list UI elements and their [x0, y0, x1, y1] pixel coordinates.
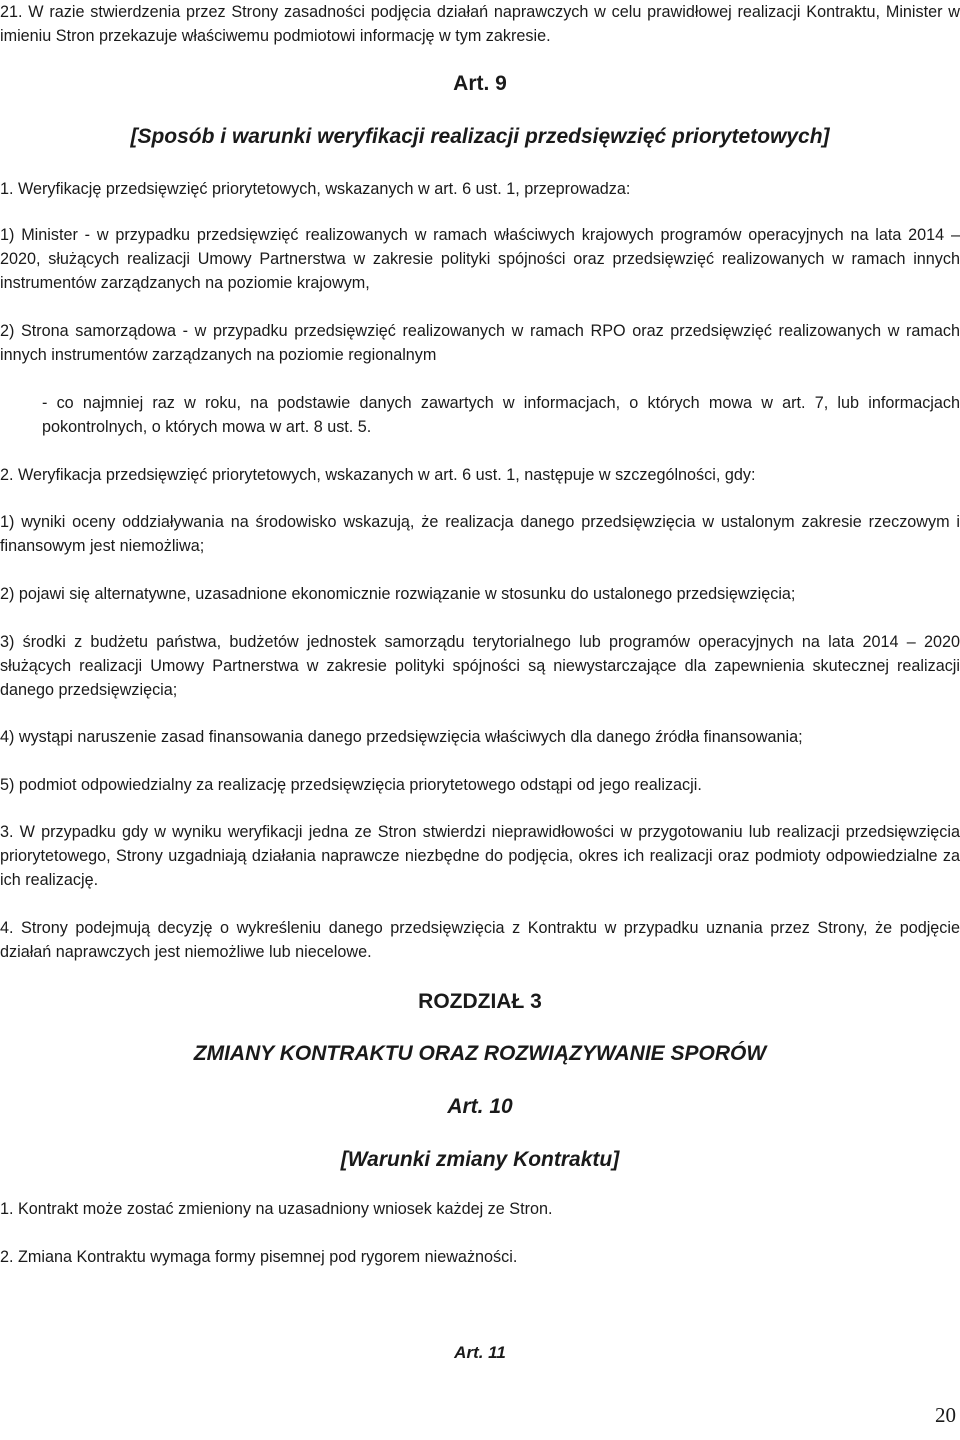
chapter-title: ROZDZIAŁ 3 — [418, 990, 542, 1013]
art10-paragraph-2: 2. Zmiana Kontraktu wymaga formy pisemnej pod rygorem nieważności. — [0, 1248, 518, 1266]
art9-point-2-5: 5) podmiot odpowiedzialny za realizację przedsięwzięcia priorytetowego odstąpi od jego realizacji. — [0, 776, 702, 794]
art9-paragraph-1: 1. Weryfikację przedsięwzięć priorytetowych, wskazanych w art. 6 ust. 1, przeprowadza: — [0, 180, 631, 198]
article-10-heading: [Warunki zmiany Kontraktu] — [340, 1148, 620, 1171]
art9-paragraph-2: 2. Weryfikacja przedsięwzięć priorytetowych, wskazanych w art. 6 ust. 1, następuje w szczególności, gdy: — [0, 466, 756, 484]
art9-point-1-2: 2) Strona samorządowa - w przypadku przedsięwzięć realizowanych w ramach RPO oraz przedsięwzięć realizowanych w ramach innych instrumentów zarządzanych na poziomie regionalnym — [0, 322, 960, 364]
chapter-subtitle: ZMIANY KONTRAKTU ORAZ ROZWIĄZYWANIE SPORÓW — [193, 1042, 767, 1065]
page-number: 20 — [935, 1403, 956, 1427]
art9-dash-clause: - co najmniej raz w roku, na podstawie danych zawartych w informacjach, o których mowa w art. 7, lub informacjach pokontrolnych, o których mowa w art. 8 ust. 5. — [42, 394, 960, 436]
art9-point-2-1: 1) wyniki oceny oddziaływania na środowisko wskazują, że realizacja danego przedsięwzięcia w ustalonym zakresie rzeczowym i finansowym jest niemożliwa; — [0, 513, 960, 555]
art10-paragraph-1: 1. Kontrakt może zostać zmieniony na uzasadniony wniosek każdej ze Stron. — [0, 1200, 553, 1218]
paragraph-21: 21. W razie stwierdzenia przez Strony zasadności podjęcia działań naprawczych w celu prawidłowej realizacji Kontraktu, Minister w imieniu Stron przekazuje właściwemu podmiotowi informację w tym zakresie. — [0, 3, 960, 45]
article-11-title: Art. 11 — [454, 1343, 506, 1362]
article-10-title: Art. 10 — [447, 1095, 513, 1118]
article-9-heading: [Sposób i warunki weryfikacji realizacji przedsięwzięć priorytetowych] — [130, 125, 830, 148]
art9-point-2-3: 3) środki z budżetu państwa, budżetów jednostek samorządu terytorialnego lub programów operacyjnych na lata 2014 – 2020 służących realizacji Umowy Partnerstwa w zakresie polityki spójności są niewystarczające dla zapewnienia skutecznej realizacji danego przedsięwzięcia; — [0, 633, 960, 699]
art9-point-2-2: 2) pojawi się alternatywne, uzasadnione ekonomicznie rozwiązanie w stosunku do ustalonego przedsięwzięcia; — [0, 585, 796, 603]
art9-paragraph-3: 3. W przypadku gdy w wyniku weryfikacji jedna ze Stron stwierdzi nieprawidłowości w przygotowaniu lub realizacji przedsięwzięcia priorytetowego, Strony uzgadniają działania naprawcze niezbędne do podjęcia, okres ich realizacji oraz podmioty odpowiedzialne za ich realizację. — [0, 823, 960, 889]
art9-point-1-1: 1) Minister - w przypadku przedsięwzięć realizowanych w ramach właściwych krajowych programów operacyjnych na lata 2014 – 2020, służących realizacji Umowy Partnerstwa w zakresie polityki spójności oraz przedsięwzięć realizowanych w ramach innych instrumentów zarządzanych na poziomie krajowym, — [0, 226, 960, 292]
art9-paragraph-4: 4. Strony podejmują decyzję o wykreśleniu danego przedsięwzięcia z Kontraktu w przypadku uznania przez Strony, że podjęcie działań naprawczych jest niemożliwe lub niecelowe. — [0, 919, 960, 961]
art9-point-2-4: 4) wystąpi naruszenie zasad finansowania danego przedsięwzięcia właściwych dla danego źródła finansowania; — [0, 728, 803, 746]
article-9-title: Art. 9 — [453, 72, 507, 95]
